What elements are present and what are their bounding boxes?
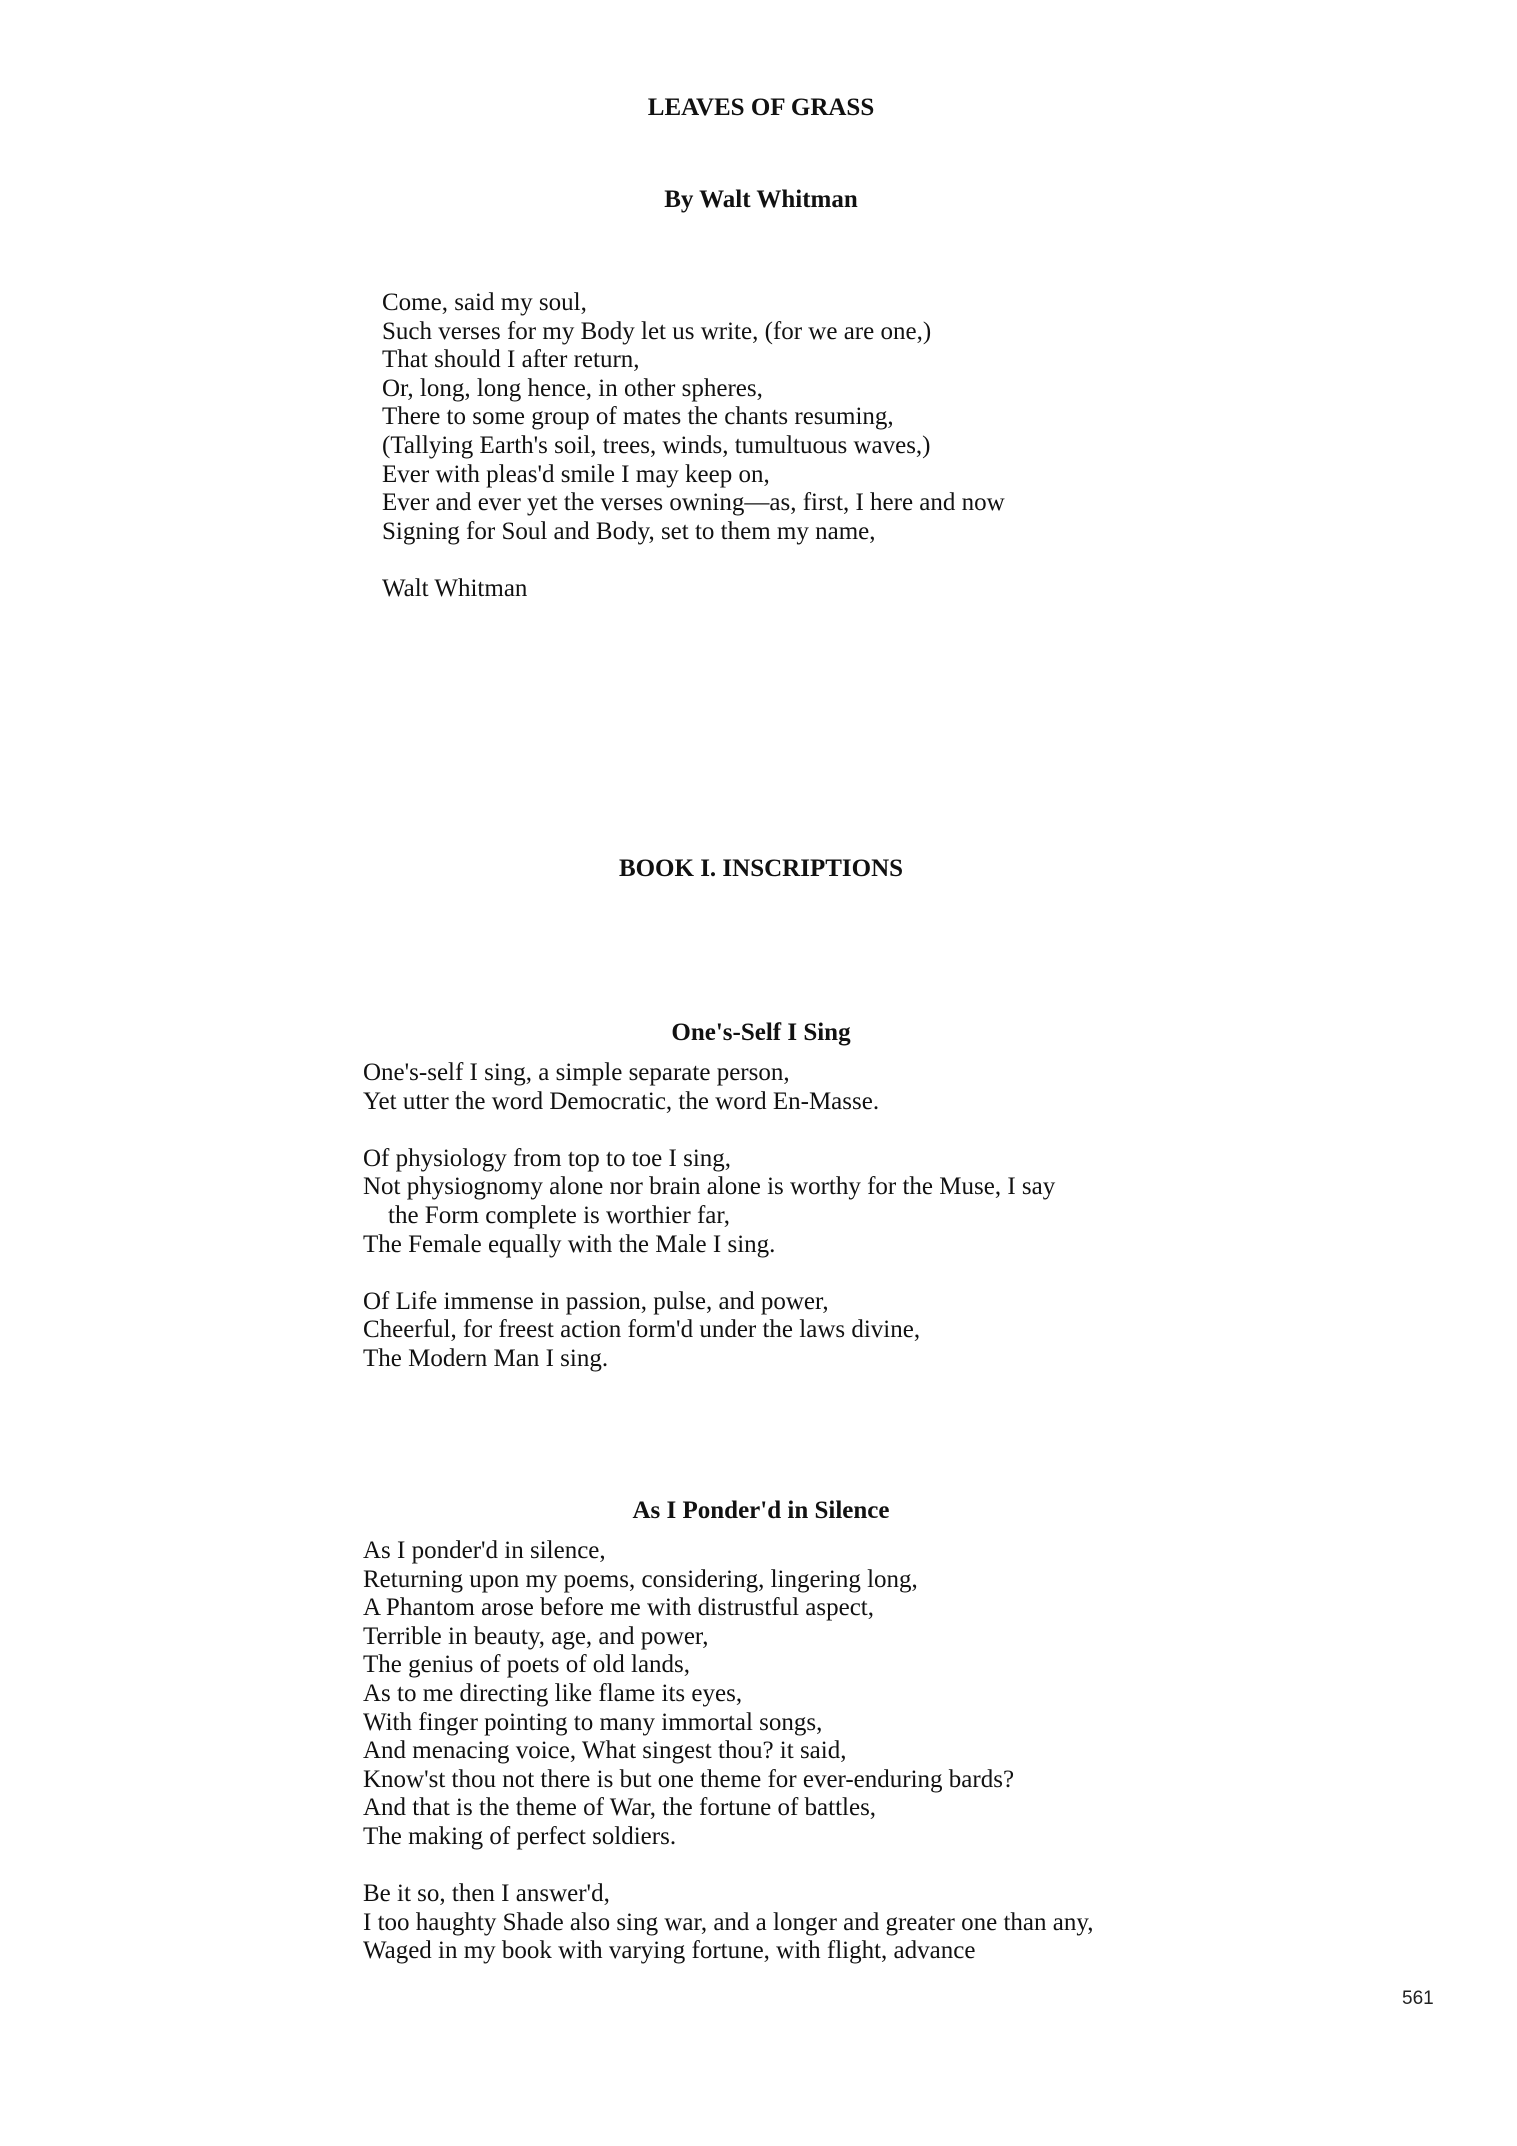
poem-title: One's-Self I Sing <box>671 1019 851 1046</box>
epigraph-line: (Tallying Earth's soil, trees, winds, tumultuous waves,) <box>382 431 931 459</box>
epigraph-line: Such verses for my Body let us write, (for we are one,) <box>382 317 932 345</box>
poem-line: Of physiology from top to toe I sing, <box>363 1144 732 1172</box>
poem-line: One's-self I sing, a simple separate person, <box>363 1059 790 1086</box>
poem-line: Know'st thou not there is but one theme for ever-enduring bards? <box>363 1765 1015 1793</box>
poem-line: As I ponder'd in silence, <box>363 1537 606 1564</box>
poem-line: Yet utter the word Democratic, the word En-Masse. <box>363 1087 880 1115</box>
poem-line: Waged in my book with varying fortune, with flight, advance <box>363 1937 976 1965</box>
author-byline: By Walt Whitman <box>664 186 858 213</box>
poem-title: As I Ponder'd in Silence <box>632 1497 890 1524</box>
poem-line: Returning upon my poems, considering, lingering long, <box>363 1565 918 1593</box>
poem-line: And that is the theme of War, the fortune of battles, <box>363 1794 877 1822</box>
poem-line: Terrible in beauty, age, and power, <box>363 1622 709 1650</box>
poem-body <box>363 1059 1055 1374</box>
epigraph-line: Signing for Soul and Body, set to them my name, <box>382 517 876 545</box>
poem-line: I too haughty Shade also sing war, and a longer and greater one than any, <box>363 1908 1094 1936</box>
page-number: 561 <box>1402 1988 1434 2009</box>
poem-line: Not physiognomy alone nor brain alone is worthy for the Muse, I say <box>363 1173 1056 1201</box>
poem-line: The making of perfect soldiers. <box>363 1822 677 1850</box>
book-title: LEAVES OF GRASS <box>647 94 875 121</box>
poem-line: The Female equally with the Male I sing. <box>363 1230 776 1258</box>
epigraph-line: Or, long, long hence, in other spheres, <box>382 374 763 402</box>
poem-stanza <box>363 1145 1055 1259</box>
epigraph-signature: Walt Whitman <box>382 574 528 602</box>
epigraph-line: That should I after return, <box>382 346 640 374</box>
poem-line: The Modern Man I sing. <box>363 1344 609 1372</box>
poem-line: As to me directing like flame its eyes, <box>363 1679 743 1707</box>
poem-line: Cheerful, for freest action form'd under the laws divine, <box>363 1316 921 1344</box>
epigraph-line: Come, said my soul, <box>382 289 587 316</box>
epigraph-line: Ever and ever yet the verses owning—as, first, I here and now <box>382 489 1005 517</box>
book-heading: BOOK I. INSCRIPTIONS <box>618 855 904 882</box>
poem-stanza <box>363 1880 1093 1966</box>
poem-line: Of Life immense in passion, pulse, and power, <box>363 1287 829 1315</box>
poem-line: A Phantom arose before me with distrustful aspect, <box>363 1594 874 1622</box>
poem-line: Be it so, then I answer'd, <box>363 1880 610 1908</box>
epigraph-poem <box>382 289 1005 604</box>
poem-line-turnover: the Form complete is worthier far, <box>388 1201 730 1229</box>
poem-line: And menacing voice, What singest thou? it said, <box>363 1737 847 1765</box>
poem-line: With finger pointing to many immortal songs, <box>363 1708 823 1736</box>
epigraph-line: There to some group of mates the chants resuming, <box>382 403 894 431</box>
poem-body <box>363 1537 1093 1966</box>
poem-stanza <box>363 1288 1055 1374</box>
poem-stanza <box>363 1059 1055 1116</box>
epigraph-line: Ever with pleas'd smile I may keep on, <box>382 460 770 488</box>
poem-line: The genius of poets of old lands, <box>363 1651 691 1679</box>
poem-stanza <box>363 1537 1093 1852</box>
